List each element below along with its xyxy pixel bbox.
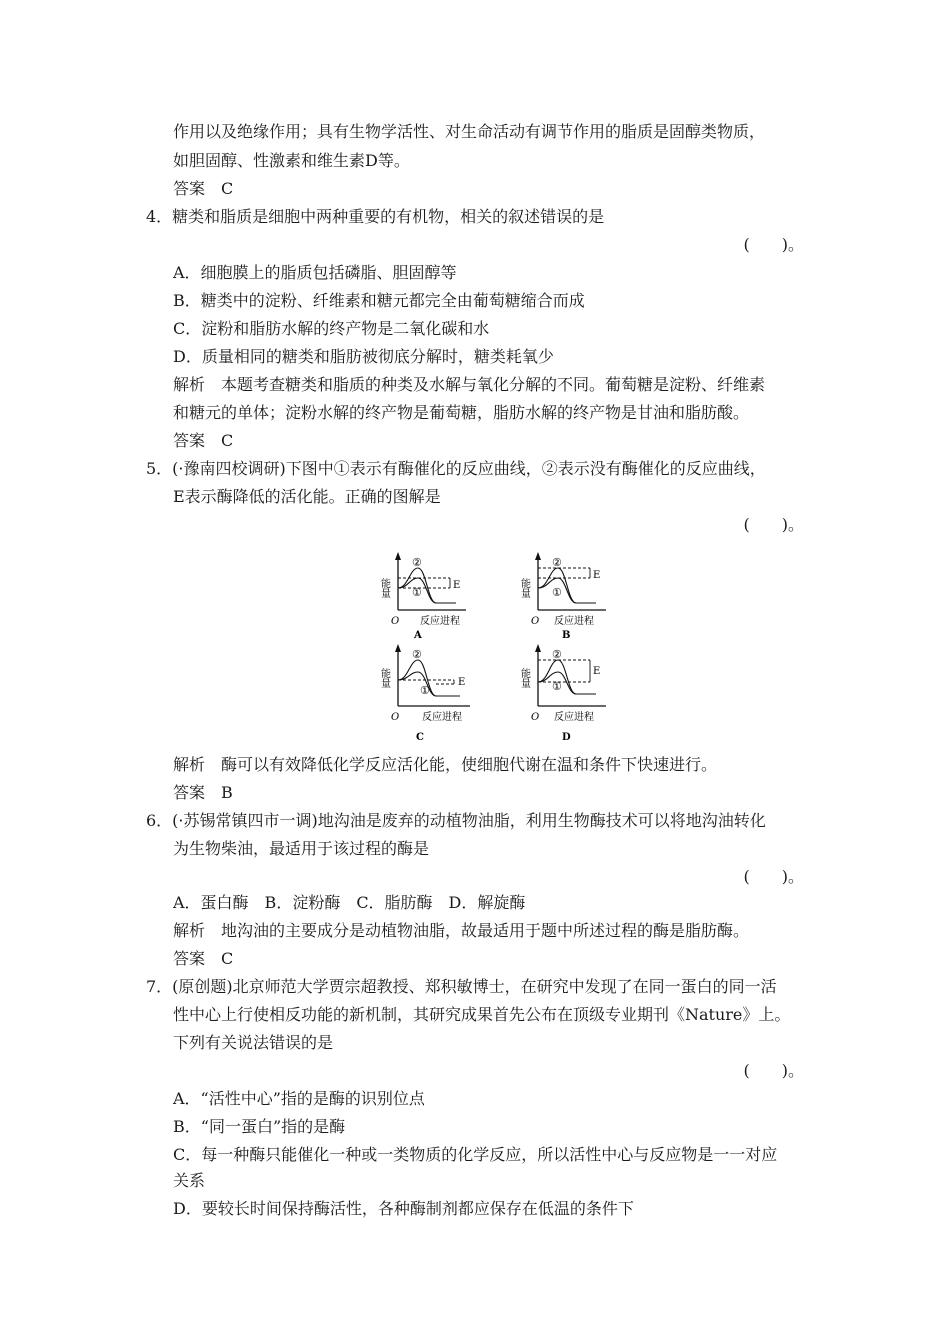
q4-analysis-line2: 和糖元的单体；淀粉水解的终产物是葡萄糖，脂肪水解的终产物是甘油和脂肪酸。 — [173, 403, 750, 422]
q4-option-d: D．质量相同的糖类和脂肪被彻底分解时，糖类耗氧少 — [173, 347, 554, 366]
e-label: E — [593, 666, 601, 677]
x-axis-label: 反应进程 — [554, 712, 594, 723]
panel-label: B — [562, 630, 571, 641]
curve-1-label: ① — [420, 684, 430, 697]
q3-answer: 答案 C — [173, 179, 234, 198]
origin-label: O — [391, 616, 400, 627]
q4-analysis-line1: 解析 本题考查糖类和脂质的种类及水解与氧化分解的不同。葡萄糖是淀粉、纤维素 — [173, 375, 766, 394]
y-axis-label: 能量 — [378, 578, 390, 598]
curve-1-label: ① — [552, 586, 562, 599]
q5-energy-diagram — [378, 548, 618, 748]
curve-1-label: ① — [412, 586, 422, 599]
x-axis-label: 反应进程 — [554, 616, 594, 627]
q7-stem-line3: 下列有关说法错误的是 — [173, 1033, 334, 1052]
origin-label: O — [391, 712, 400, 723]
q5-stem-line1: 5．(·豫南四校调研)下图中①表示有酶催化的反应曲线，②表示没有酶催化的反应曲线， — [146, 459, 766, 478]
panel-c — [379, 644, 471, 743]
q5-stem-line2: E表示酶降低的活化能。正确的图解是 — [173, 487, 441, 506]
panel-label: D — [562, 732, 571, 743]
panel-label: C — [416, 732, 424, 743]
q7-option-d: D．要较长时间保持酶活性，各种酶制剂都应保存在低温的条件下 — [173, 1199, 634, 1218]
q7-option-c-line1: C．每一种酶只能催化一种或一类物质的化学反应，所以活性中心与反应物是一一对应 — [173, 1145, 778, 1164]
origin-label: O — [531, 616, 540, 627]
q7-stem-line2: 性中心上行使相反功能的新机制，其研究成果首先公布在顶级专业期刊《Nature》上。 — [173, 1005, 791, 1024]
curve-2-label: ② — [412, 648, 422, 661]
y-axis-label: 能量 — [518, 668, 530, 688]
panel-d — [519, 644, 607, 743]
curve-2-label: ② — [412, 556, 422, 569]
q7-option-b: B．“同一蛋白”指的是酶 — [173, 1117, 346, 1136]
q5-answer: 答案 B — [173, 783, 233, 802]
q4-option-c: C．淀粉和脂肪水解的终产物是二氧化碳和水 — [173, 319, 490, 338]
x-axis-label: 反应进程 — [420, 616, 460, 627]
q4-answer-paren: ( )。 — [743, 235, 804, 254]
q6-stem-line1: 6．(·苏锡常镇四市一调)地沟油是废弃的动植物油脂，利用生物酶技术可以将地沟油转化 — [146, 811, 766, 830]
panel-a — [379, 552, 467, 641]
curve-2-label: ② — [552, 556, 562, 569]
q6-answer: 答案 C — [173, 949, 234, 968]
q5-analysis: 解析 酶可以有效降低化学反应活化能，使细胞代谢在温和条件下快速进行。 — [173, 755, 718, 774]
q4-option-a: A．细胞膜上的脂质包括磷脂、胆固醇等 — [173, 263, 457, 282]
e-label: E — [453, 580, 461, 591]
e-label: E — [593, 570, 601, 581]
q7-answer-paren: ( )。 — [743, 1061, 804, 1080]
q5-answer-paren: ( )。 — [743, 515, 804, 534]
panel-label: A — [414, 630, 422, 641]
q4-stem: 4．糖类和脂质是细胞中两种重要的有机物，相关的叙述错误的是 — [146, 207, 605, 226]
q7-option-c-line2: 关系 — [173, 1171, 206, 1190]
x-axis-label: 反应进程 — [422, 712, 462, 723]
q6-options: A．蛋白酶 B．淀粉酶 C．脂肪酶 D．解旋酶 — [173, 893, 526, 912]
q7-option-a: A．“活性中心”指的是酶的识别位点 — [173, 1089, 425, 1108]
y-axis-label: 能量 — [378, 668, 390, 688]
origin-label: O — [531, 712, 540, 723]
q6-stem-line2: 为生物柴油，最适用于该过程的酶是 — [173, 839, 430, 858]
q3-analysis-line1: 作用以及绝缘作用；具有生物学活性、对生命活动有调节作用的脂质是固醇类物质， — [173, 122, 766, 141]
panel-b — [519, 552, 607, 641]
q7-stem-line1: 7．(原创题)北京师范大学贾宗超教授、郑积敏博士，在研究中发现了在同一蛋白的同一活 — [146, 977, 777, 996]
q3-analysis-line2: 如胆固醇、性激素和维生素D等。 — [173, 151, 410, 170]
y-axis-label: 能量 — [518, 578, 530, 598]
e-label: E — [458, 677, 466, 688]
q6-analysis: 解析 地沟油的主要成分是动植物油脂，故最适用于题中所述过程的酶是脂肪酶。 — [173, 921, 750, 940]
q6-answer-paren: ( )。 — [743, 867, 804, 886]
q4-answer: 答案 C — [173, 431, 234, 450]
curve-1-label: ① — [552, 680, 562, 693]
curve-2-label: ② — [552, 648, 562, 661]
q4-option-b: B．糖类中的淀粉、纤维素和糖元都完全由葡萄糖缩合而成 — [173, 291, 585, 310]
